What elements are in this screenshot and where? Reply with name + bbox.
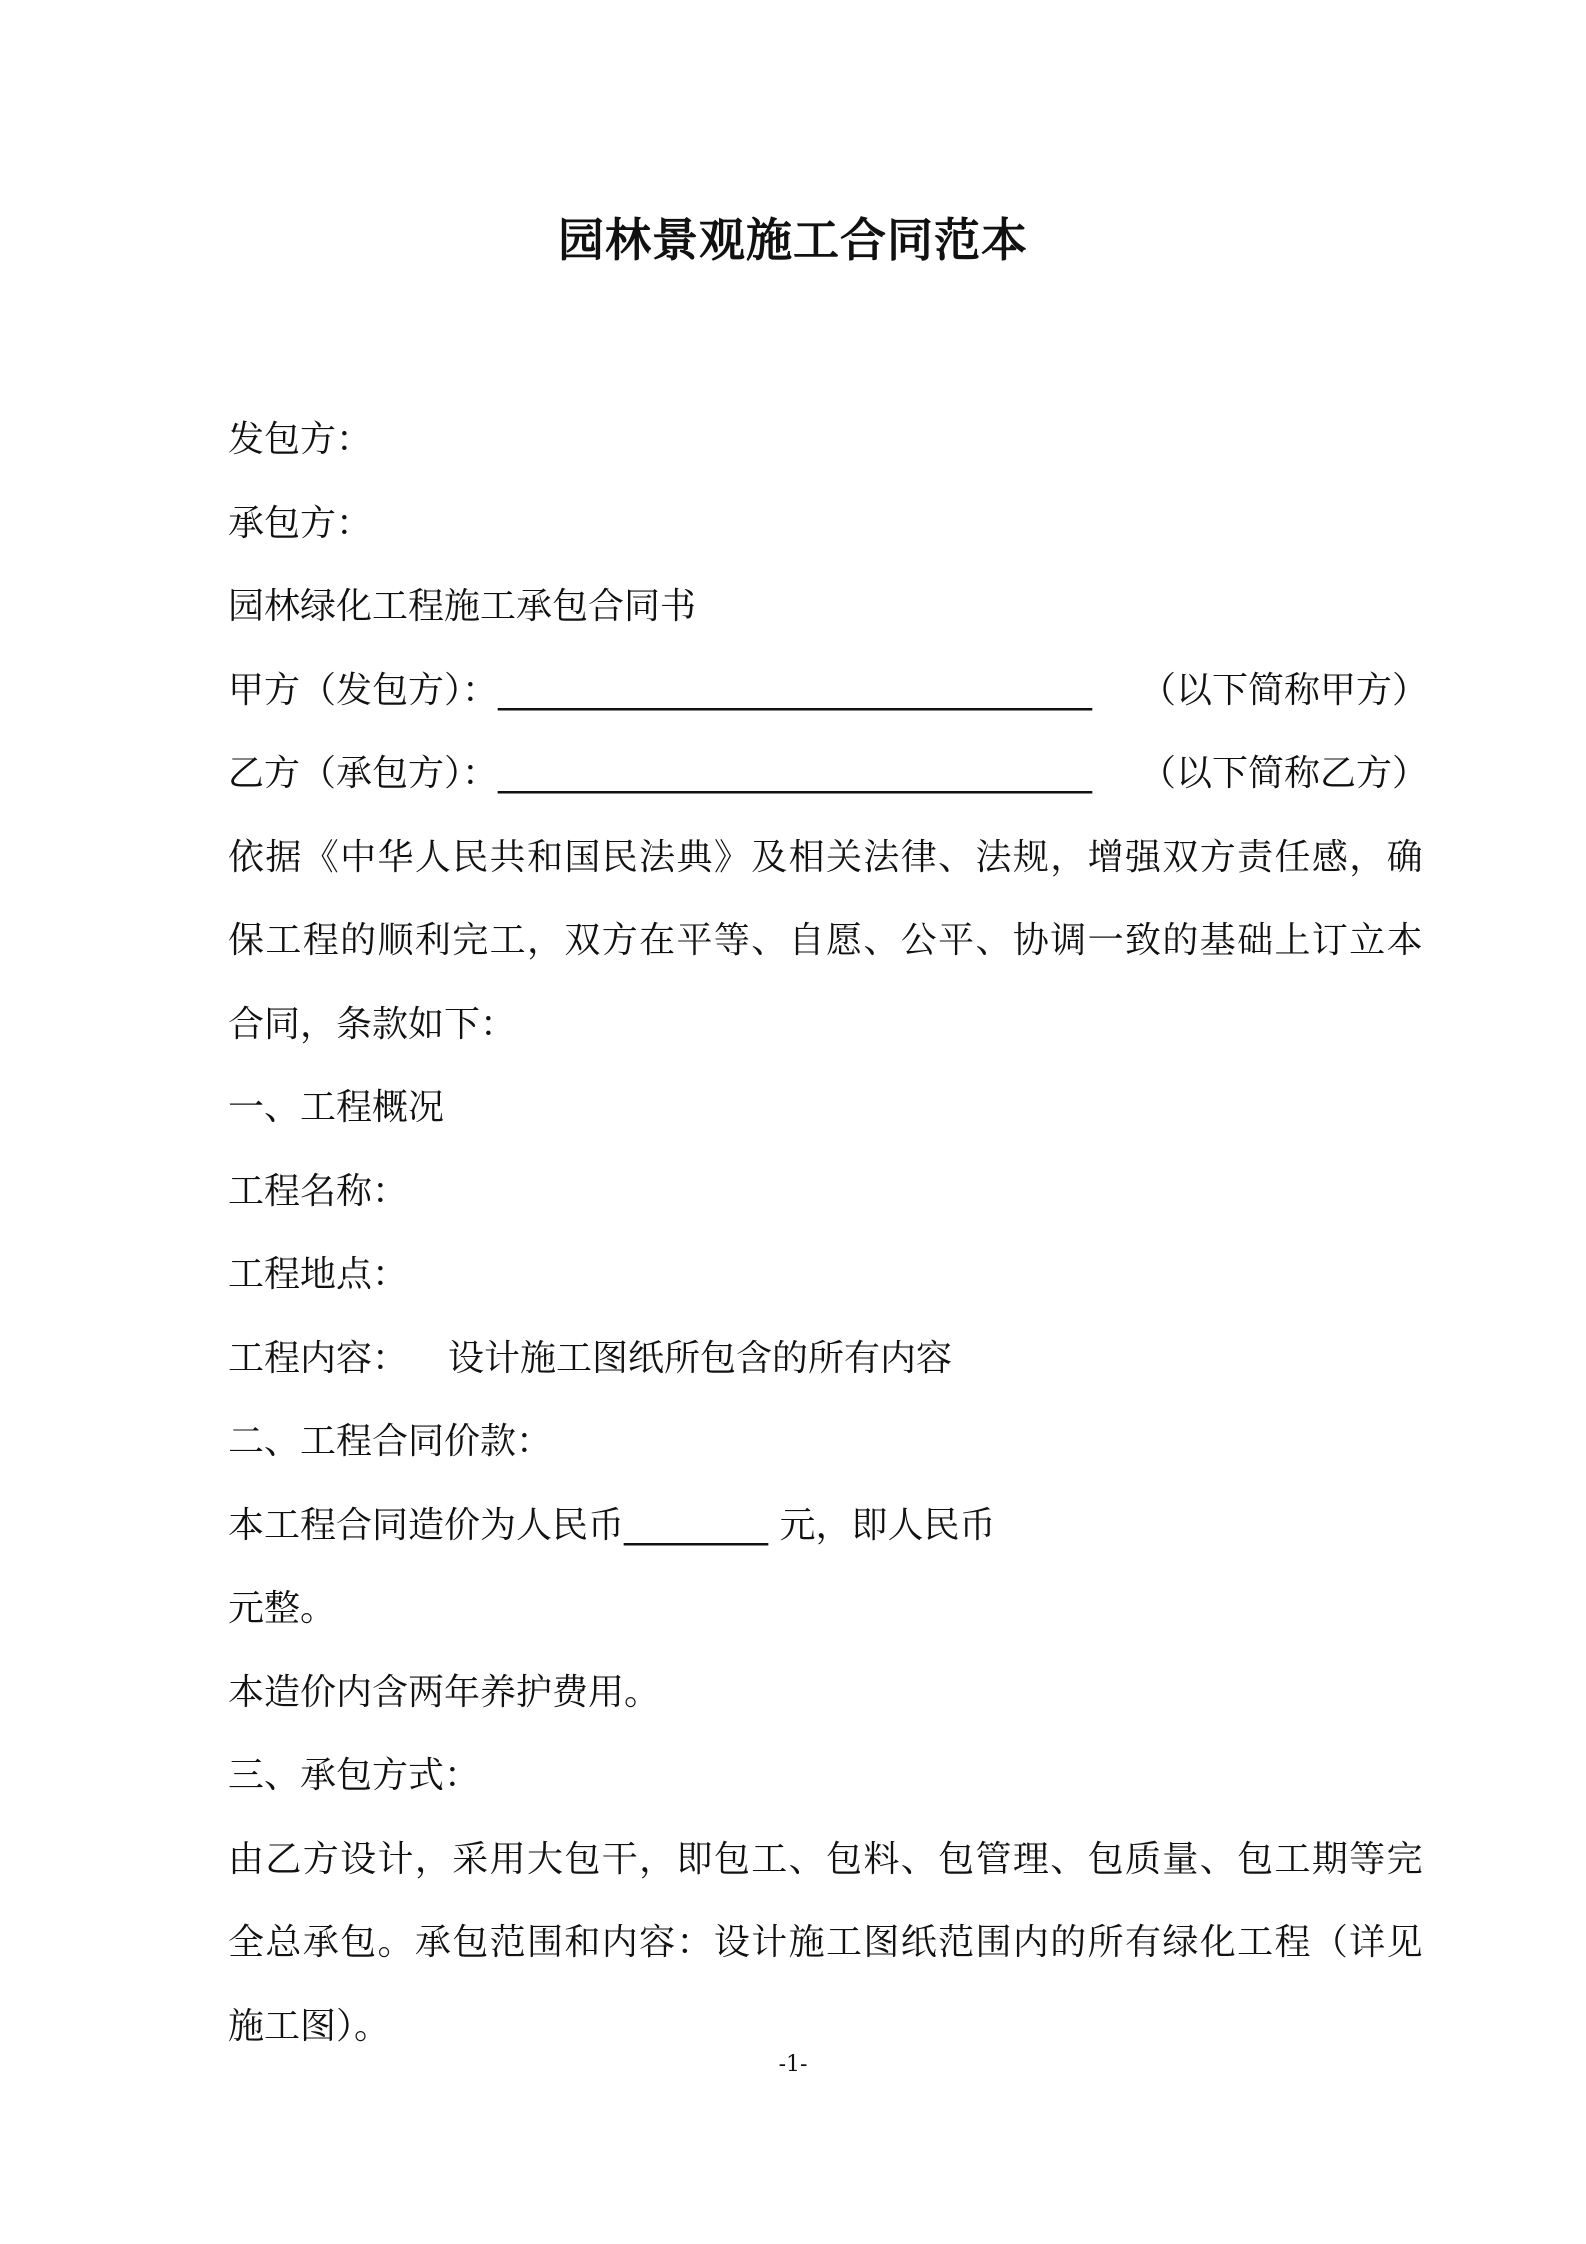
project-name-label: 工程名称： [228,1170,409,1212]
party-b-suffix: （以下简称乙方） [1139,753,1428,794]
page-number: -1- [778,2052,808,2077]
issuer-line: 发包方： [228,419,373,460]
mode-line-2: 全 总 承 包 。 承 包 范 围 和 内 容 ： 设 计 施 工 图 纸 范 围 内 的 所 有 绿 化 工 程 （ 详 见 [228,1922,1423,1963]
mode-line-3: 施工图）。 [228,2005,391,2047]
project-content-value: 设计施工图纸所包含的所有内容 [448,1337,953,1379]
contract-subtitle: 园林绿化工程施工承包合同书 [228,586,697,627]
party-b-label-text: 乙方（承包方）： [228,753,499,794]
document-body [228,398,1428,2068]
price-note: 本造价内含两年养护费用。 [228,1671,661,1713]
party-b-blank: _________________________________ [498,753,1093,794]
contractor-line: 承包方： [228,502,373,544]
intro-line-2: 保 工 程 的 顺 利 完 工 ， 双 方 在 平 等 、 自 愿 、 公 平 、 协 调 一 致 的 基 础 上 订 立 本 [228,920,1423,961]
mode-line-1: 由 乙 方 设 计 ， 采 用 大 包 干 ， 即 包 工 、 包 料 、 包 管 理 、 包 质 量 、 包 工 期 等 完 [228,1838,1423,1880]
party-a-line [228,649,1428,733]
project-content-line [228,1317,1428,1401]
price-line-2: 元整。 [228,1588,337,1629]
section-3-heading: 三、承包方式： [228,1755,481,1796]
party-a-blank: _________________________________ [498,669,1093,711]
project-content-label: 工程内容： [228,1337,409,1379]
party-b-line [228,732,1428,816]
document-title: 园林景观施工合同范本 [558,213,1028,267]
project-location-label: 工程地点： [228,1254,409,1295]
section-2-heading: 二、工程合同价款： [228,1421,553,1462]
party-a-label [228,649,1092,733]
intro-line-1: 依 据 《 中 华 人 民 共 和 国 民 法 典 》 及 相 关 法 律 、 法 规 ， 增 强 双 方 责 任 感 ， 确 [228,836,1423,878]
price-line: 本工程合同造价为人民币________ 元，即人民币 [228,1504,996,1546]
party-b-label [228,732,1092,816]
party-a-label-text: 甲方（发包方）： [228,669,499,711]
party-a-suffix: （以下简称甲方） [1139,669,1428,711]
intro-line-3: 合同，条款如下： [228,1003,517,1045]
section-1-heading: 一、工程概况 [228,1087,445,1128]
